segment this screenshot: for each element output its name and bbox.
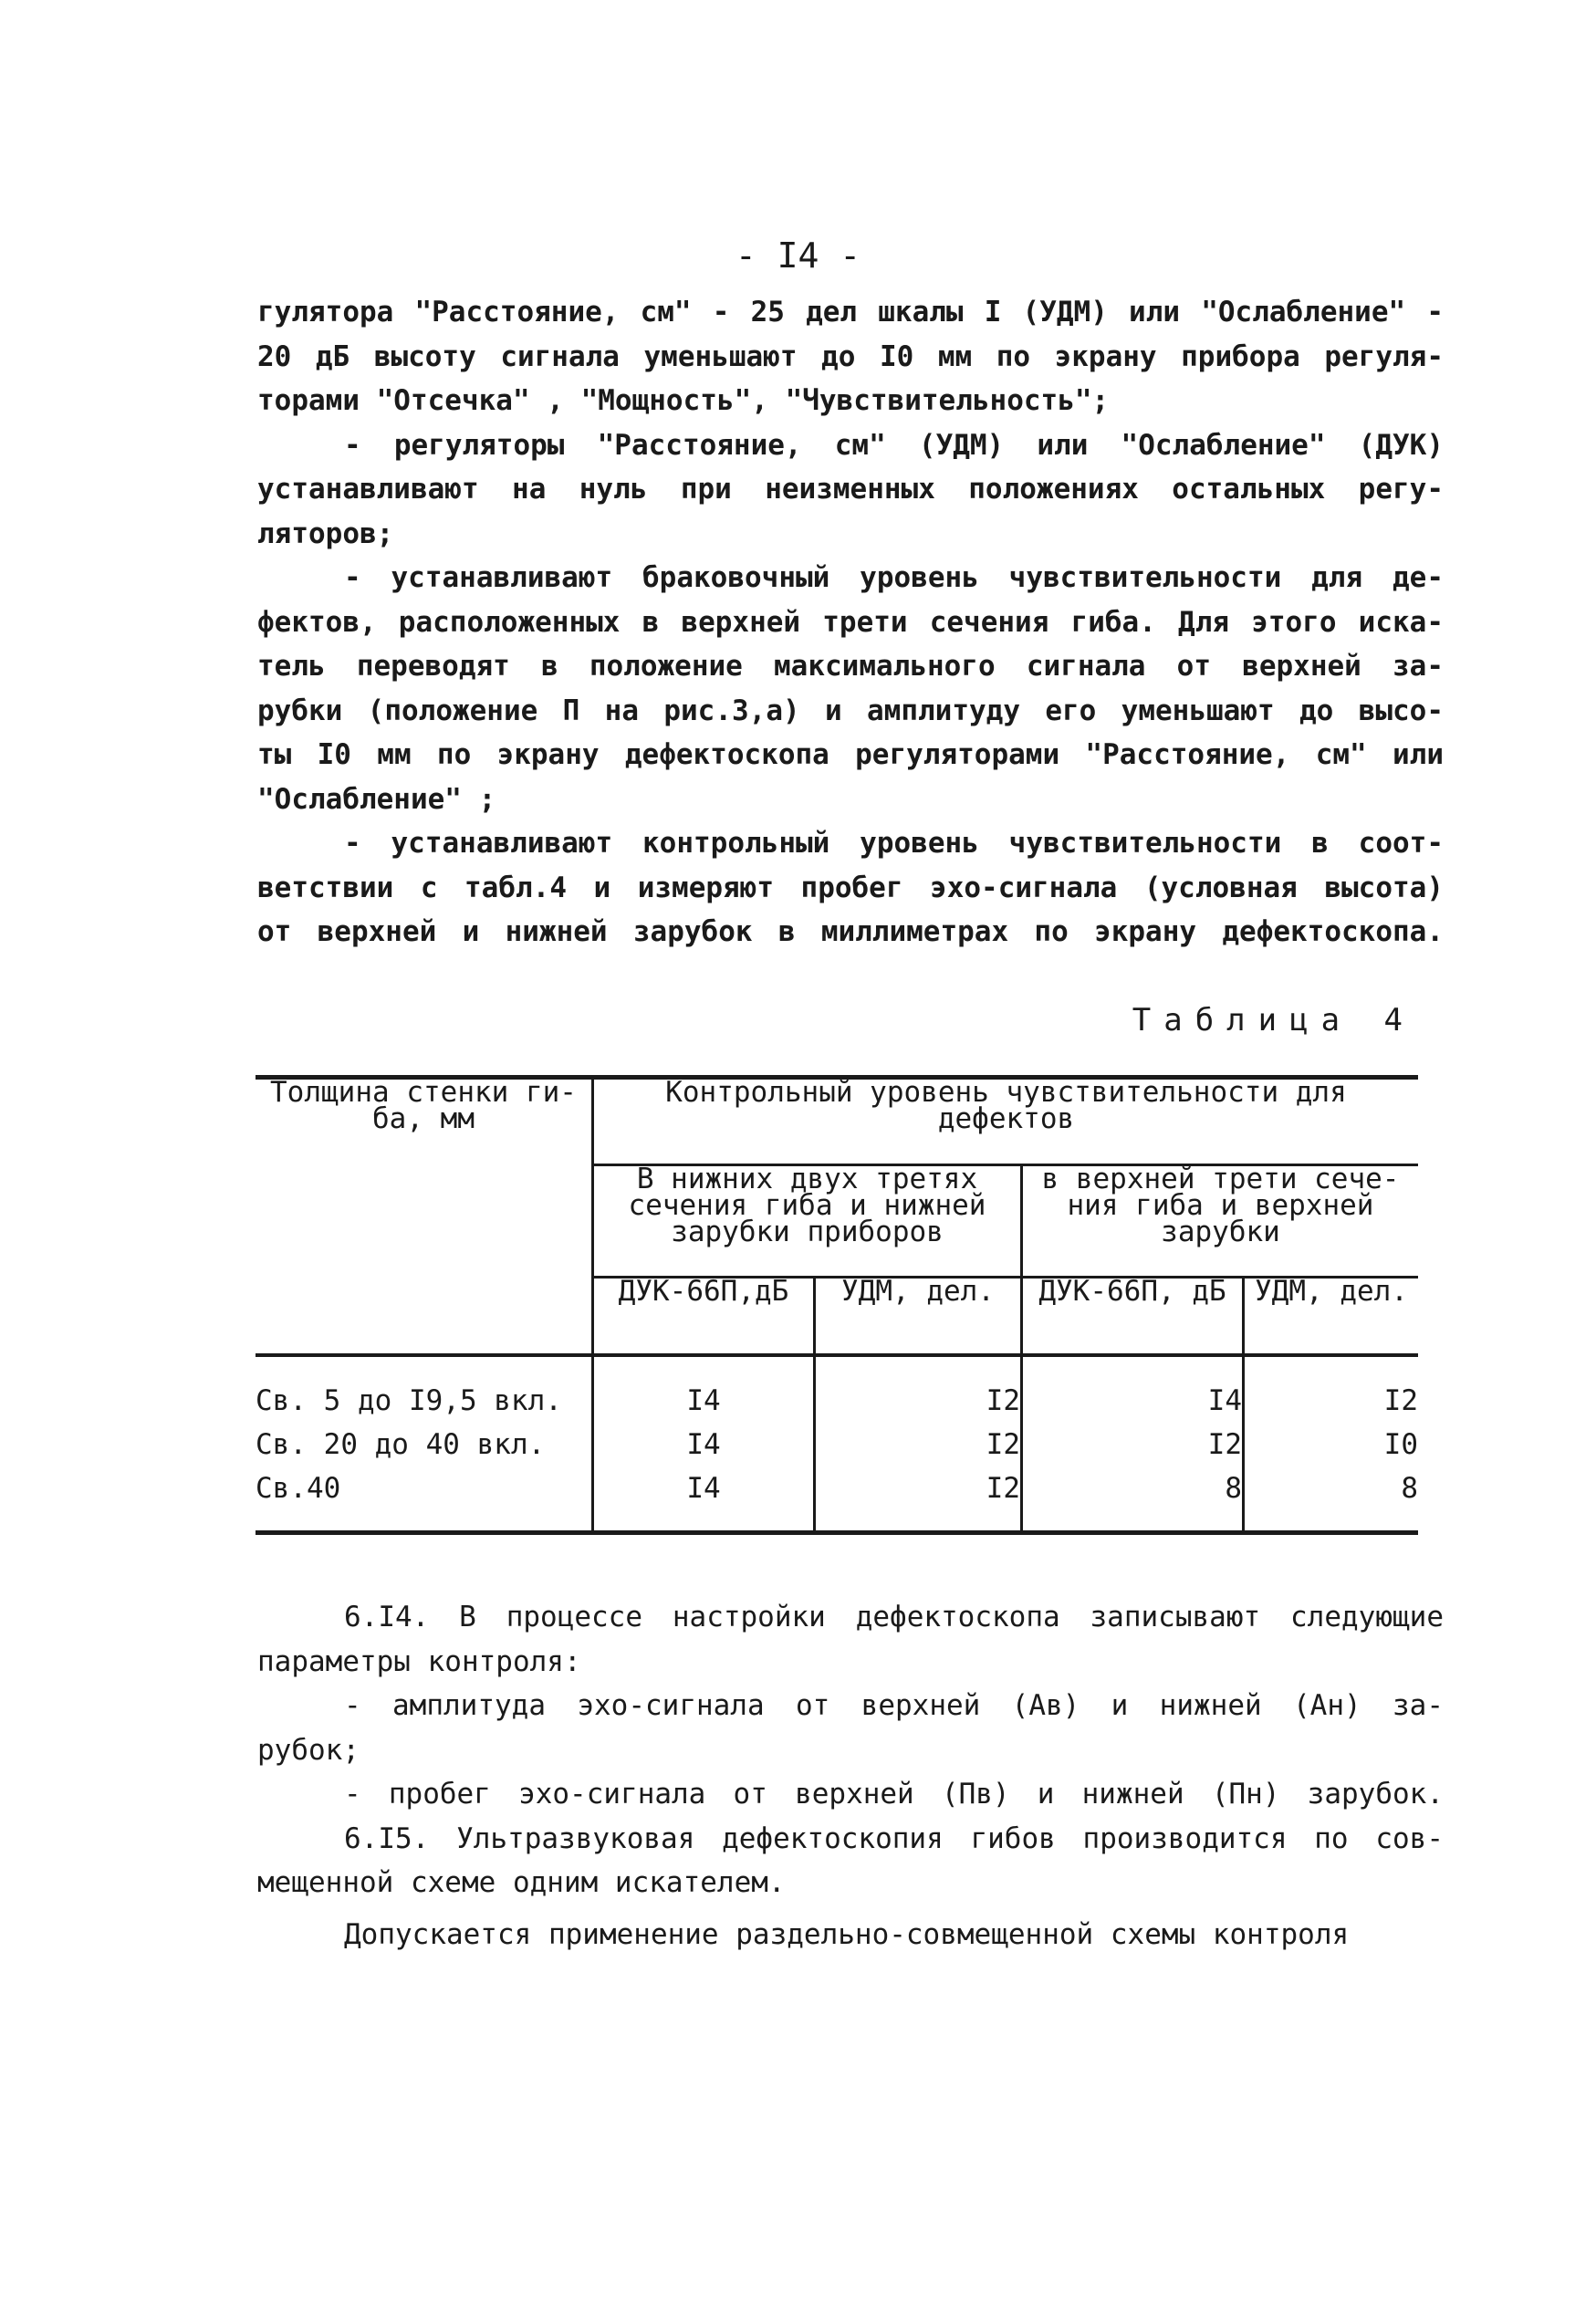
text-line: фектов, расположенных в верхней трети сечения гиба. Для этого иска-: [257, 605, 1444, 639]
text-block-bottom: [257, 1595, 1444, 1957]
cell-duk-upper: I2: [1022, 1423, 1244, 1466]
text-block-top: [257, 290, 1444, 955]
text-line: 6.I4. В процессе настройки дефектоскопа записывают следующие: [344, 1601, 1444, 1633]
text-line: тель переводят в положение максимального сигнала от верхней за-: [257, 650, 1444, 683]
table-caption: Таблица 4: [1132, 1002, 1415, 1038]
cell-thickness: Св.40: [256, 1466, 593, 1533]
text-line: рубки (положение П на рис.3,а) и амплитуду его уменьшают до высо-: [257, 694, 1444, 727]
table-row: [256, 1466, 1418, 1533]
cell-duk-lower: I4: [593, 1466, 815, 1533]
cell-thickness: Св. 20 до 40 вкл.: [256, 1423, 593, 1466]
table-row: [256, 1423, 1418, 1466]
cell-duk-lower: I4: [593, 1423, 815, 1466]
header-udm-lower: УДМ, дел.: [815, 1278, 1022, 1356]
cell-duk-lower: I4: [593, 1355, 815, 1423]
cell-udm-lower: I2: [815, 1423, 1022, 1466]
cell-udm-upper: 8: [1401, 1472, 1418, 1505]
text-line: "Ослабление" ;: [257, 782, 496, 816]
header-udm-upper: УДМ, дел.: [1244, 1278, 1419, 1356]
cell-udm-upper: I0: [1383, 1428, 1418, 1461]
text-line: - регуляторы "Расстояние, см" (УДМ) или "Ослабление" (ДУК): [344, 428, 1444, 462]
table-row: [256, 1355, 1418, 1423]
text-line: 6.I5. Ультразвуковая дефектоскопия гибов производится по сов-: [344, 1821, 1444, 1855]
cell-thickness: Св. 5 до I9,5 вкл.: [256, 1355, 593, 1423]
header-lower-sections: В нижних двух третях сечения гиба и нижней зарубки приборов: [593, 1165, 1022, 1278]
text-line: торами "Отсечка" , "Мощность", "Чувствительность";: [257, 384, 1110, 417]
text-line: - устанавливают контрольный уровень чувствительности в соот-: [344, 827, 1444, 860]
text-line: параметры контроля:: [257, 1644, 581, 1678]
text-line: от верхней и нижней зарубок в миллиметрах по экрану дефектоскопа.: [257, 915, 1444, 948]
header-sensitivity-group: Контрольный уровень чувствительности для дефектов: [593, 1078, 1419, 1165]
text-line: ветствии с табл.4 и измеряют пробег эхо-сигнала (условная высота): [257, 871, 1444, 904]
text-line: рубок;: [257, 1733, 360, 1767]
header-duk-upper: ДУК-66П, дБ: [1022, 1278, 1244, 1356]
header-upper-section: в верхней трети сече- ния гиба и верхней зарубки: [1022, 1165, 1419, 1278]
text-line: Допускается применение раздельно-совмещенной схемы контроля: [344, 1917, 1350, 1951]
text-line: 20 дБ высоту сигнала уменьшают до I0 мм по экрану прибора регуля-: [257, 339, 1444, 373]
text-line: устанавливают на нуль при неизменных положениях остальных регу-: [257, 473, 1444, 506]
cell-duk-upper: 8: [1022, 1466, 1244, 1533]
text-line: ляторов;: [257, 517, 394, 550]
cell-udm-lower: I2: [815, 1355, 1022, 1423]
text-line: - пробег эхо-сигнала от верхней (Пв) и нижней (Пн) зарубок.: [344, 1778, 1444, 1811]
text-line: - устанавливают браковочный уровень чувствительности для де-: [344, 561, 1444, 594]
sensitivity-table: [256, 1075, 1418, 1535]
text-line: мещенной схеме одним искателем.: [257, 1866, 786, 1899]
text-line: гулятора "Расстояние, см" - 25 дел шкалы I (УДМ) или "Ослабление" -: [257, 296, 1444, 329]
cell-udm-lower: I2: [815, 1466, 1022, 1533]
page-number: - I4 -: [735, 235, 861, 276]
cell-udm-upper: I2: [1383, 1384, 1418, 1417]
cell-duk-upper: I4: [1022, 1355, 1244, 1423]
text-line: ты I0 мм по экрану дефектоскопа регуляторами "Расстояние, см" или: [257, 738, 1444, 771]
text-line: - амплитуда эхо-сигнала от верхней (Ав) и нижней (Ан) за-: [344, 1689, 1444, 1722]
header-thickness: Толщина стенки ги- ба, мм: [256, 1078, 593, 1356]
header-duk-lower: ДУК-66П,дБ: [593, 1278, 815, 1356]
